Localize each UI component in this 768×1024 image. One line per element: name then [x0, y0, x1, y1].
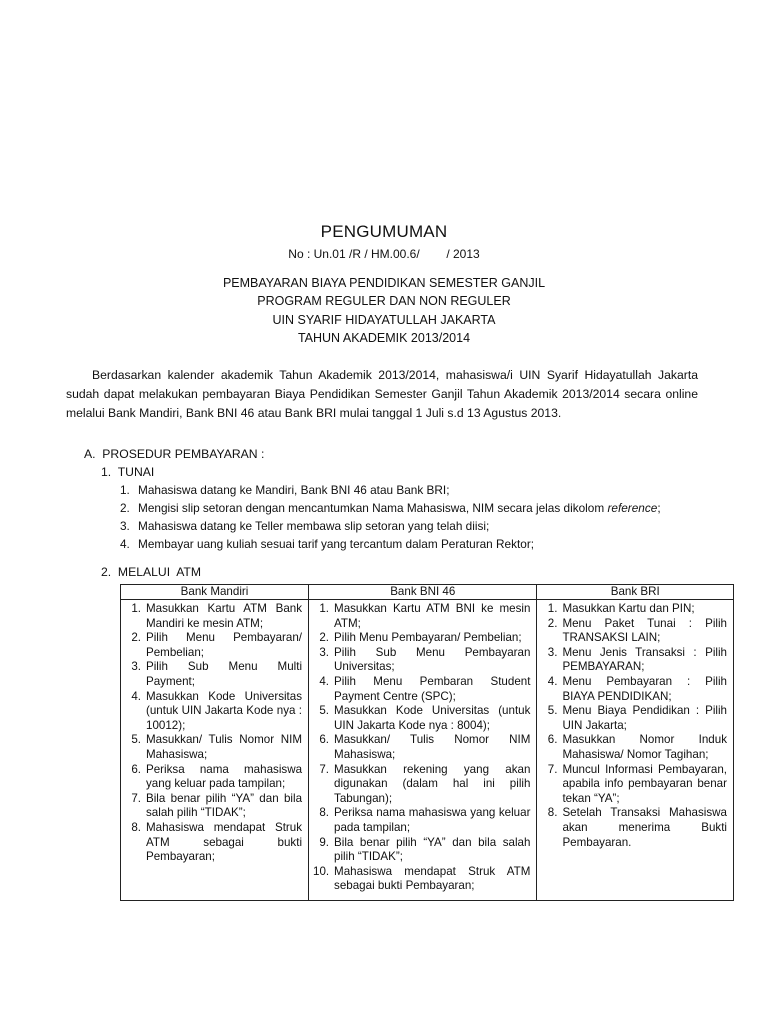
- item-number: 2.: [131, 631, 141, 645]
- item-number: 10.: [313, 864, 330, 878]
- list-item: [125, 602, 302, 631]
- item-number: 7.: [131, 791, 141, 805]
- item-text: Pilih Sub Menu Multi Payment;: [146, 660, 303, 688]
- subsection-heading-tunai: 1. TUNAI: [101, 465, 155, 479]
- column-header-mandiri: Bank Mandiri: [121, 585, 309, 600]
- item-text: Mengisi slip setoran dengan mencantumkan Nama Mahasiswa, NIM secara jelas dikolom: [138, 501, 608, 515]
- mandiri-steps-cell: [121, 600, 309, 901]
- item-number: 3.: [547, 645, 558, 659]
- item-number: 3.: [131, 660, 141, 674]
- document-number: No : Un.01 /R / HM.00.6/ / 2013: [288, 247, 480, 261]
- item-text: Mahasiswa mendapat Struk ATM sebagai bukti Pembayaran;: [334, 864, 531, 893]
- item-text: Masukkan Kartu dan PIN;: [562, 602, 695, 615]
- item-number: 5.: [131, 733, 141, 747]
- list-item: [541, 675, 727, 704]
- item-number: 4.: [120, 537, 130, 551]
- list-item: [541, 602, 727, 617]
- subtitle-line: PEMBAYARAN BIAYA PENDIDIKAN SEMESTER GANJIL: [222, 276, 546, 290]
- list-item: [125, 690, 302, 734]
- item-number: 2.: [120, 501, 130, 515]
- item-number: 6.: [319, 733, 330, 747]
- item-text: Pilih Menu Pembayaran/ Pembelian;: [334, 631, 522, 645]
- item-number: 1.: [131, 602, 141, 615]
- tunai-steps-list: [120, 481, 661, 553]
- item-number: 7.: [319, 762, 330, 776]
- item-text: Masukkan Nomor Induk Mahasiswa/ Nomor Tagihan;: [562, 733, 727, 761]
- item-text: Bila benar pilih “YA” dan bila salah pilih “TIDAK”;: [146, 791, 303, 820]
- item-number: 4.: [131, 689, 141, 703]
- list-item: [125, 660, 302, 689]
- bri-steps-list: [541, 602, 727, 850]
- item-number: 1.: [319, 602, 330, 615]
- item-number: 4.: [319, 674, 330, 688]
- item-text: Bila benar pilih “YA” dan bila salah pilih “TIDAK”;: [334, 835, 531, 864]
- item-text: Mahasiswa datang ke Mandiri, Bank BNI 46 atau Bank BRI;: [138, 483, 450, 497]
- list-item: [541, 646, 727, 675]
- list-item: [125, 631, 302, 660]
- list-item: [313, 836, 530, 865]
- item-text: Masukkan/ Tulis Nomor NIM Mahasiswa;: [334, 733, 531, 761]
- item-number: 8.: [547, 806, 558, 820]
- item-number: 6.: [131, 762, 141, 776]
- list-item: [313, 631, 530, 646]
- item-text: Masukkan Kode Universitas (untuk UIN Jakarta Kode nya : 10012);: [146, 689, 303, 732]
- bni-steps-list: [313, 602, 530, 894]
- item-text-tail: ;: [657, 501, 661, 515]
- list-item: [125, 733, 302, 762]
- item-text: Masukkan rekening yang akan digunakan (dalam hal ini pilih Tabungan);: [334, 762, 531, 805]
- subtitle-line: UIN SYARIF HIDAYATULLAH JAKARTA: [272, 313, 496, 327]
- item-text: Membayar uang kuliah sesuai tarif yang tercantum dalam Peraturan Rektor;: [138, 537, 535, 551]
- page-title: PENGUMUMAN: [320, 222, 448, 241]
- item-number: 5.: [547, 704, 558, 718]
- item-text: Menu Biaya Pendidikan : Pilih UIN Jakarta;: [562, 704, 727, 732]
- list-item: [313, 704, 530, 733]
- list-item: [313, 865, 530, 894]
- item-number: 1.: [547, 602, 558, 615]
- list-item: [120, 499, 661, 517]
- list-item: [120, 481, 661, 499]
- atm-procedure-table: [120, 584, 734, 901]
- list-item: [541, 704, 727, 733]
- list-item: [313, 646, 530, 675]
- item-text: Menu Jenis Transaksi : Pilih PEMBAYARAN;: [562, 645, 727, 674]
- bni-steps-cell: [309, 600, 537, 901]
- item-text: Periksa nama mahasiswa yang keluar pada tampilan;: [146, 762, 303, 791]
- item-text: Mahasiswa datang ke Teller membawa slip setoran yang telah diisi;: [138, 519, 490, 533]
- item-emphasis: reference: [607, 501, 658, 515]
- item-text: Masukkan/ Tulis Nomor NIM Mahasiswa;: [146, 733, 303, 761]
- subsection-heading-atm: 2. MELALUI ATM: [101, 565, 202, 579]
- item-text: Periksa nama mahasiswa yang keluar pada tampilan;: [334, 806, 531, 834]
- list-item: [125, 821, 302, 865]
- item-text: Pilih Sub Menu Pembayaran Universitas;: [334, 645, 531, 674]
- item-number: 9.: [319, 835, 330, 849]
- item-number: 3.: [319, 645, 330, 659]
- list-item: [313, 806, 530, 835]
- item-text: Pilih Menu Pembayaran/ Pembelian;: [146, 631, 303, 659]
- subtitle-line: PROGRAM REGULER DAN NON REGULER: [257, 294, 511, 308]
- list-item: [541, 763, 727, 807]
- item-number: 6.: [547, 733, 558, 747]
- item-text: Mahasiswa mendapat Struk ATM sebagai bukti Pembayaran;: [146, 820, 303, 864]
- list-item: [313, 733, 530, 762]
- list-item: [541, 617, 727, 646]
- list-item: [313, 602, 530, 631]
- item-text: Masukkan Kartu ATM BNI ke mesin ATM;: [334, 602, 531, 630]
- list-item: [313, 763, 530, 807]
- mandiri-steps-list: [125, 602, 302, 865]
- item-number: 4.: [547, 674, 558, 688]
- bri-steps-cell: [537, 600, 734, 901]
- item-number: 8.: [319, 806, 330, 820]
- item-text: Masukkan Kode Universitas (untuk UIN Jakarta Kode nya : 8004);: [334, 704, 531, 732]
- intro-paragraph: Berdasarkan kalender akademik Tahun Akademik 2013/2014, mahasiswa/i UIN Syarif Hidayatullah Jakarta sudah dapat melakukan pembayaran Biaya Pendidikan Semester Ganjil Tahun Akademik 2013/2014 secara online melalui Bank Mandiri, Bank BNI 46 atau Bank BRI mulai tanggal 1 Juli s.d 13 Agustus 2013.: [66, 368, 698, 420]
- item-number: 7.: [547, 762, 558, 776]
- item-text: Menu Paket Tunai : Pilih TRANSAKSI LAIN;: [562, 616, 727, 645]
- column-header-bni: Bank BNI 46: [309, 585, 537, 600]
- list-item: [125, 763, 302, 792]
- item-text: Menu Pembayaran : Pilih BIAYA PENDIDIKAN;: [562, 674, 727, 703]
- item-text: Masukkan Kartu ATM Bank Mandiri ke mesin ATM;: [146, 602, 303, 630]
- section-heading: A. PROSEDUR PEMBAYARAN :: [84, 447, 265, 461]
- subtitle-line: TAHUN AKADEMIK 2013/2014: [297, 331, 471, 345]
- item-number: 2.: [547, 616, 558, 630]
- list-item: [541, 733, 727, 762]
- item-text: Setelah Transaksi Mahasiswa akan menerima Bukti Pembayaran.: [562, 806, 727, 849]
- item-number: 1.: [120, 483, 130, 497]
- item-text: Pilih Menu Pembaran Student Payment Centre (SPC);: [334, 674, 531, 703]
- item-number: 5.: [319, 704, 330, 718]
- list-item: [125, 792, 302, 821]
- item-number: 2.: [319, 631, 330, 645]
- item-text: Muncul Informasi Pembayaran, apabila info pembayaran benar tekan “YA”;: [562, 762, 727, 805]
- column-header-bri: Bank BRI: [537, 585, 734, 600]
- item-number: 3.: [120, 519, 130, 533]
- list-item: [541, 806, 727, 850]
- list-item: [313, 675, 530, 704]
- list-item: [120, 535, 661, 553]
- list-item: [120, 517, 661, 535]
- item-number: 8.: [131, 820, 141, 834]
